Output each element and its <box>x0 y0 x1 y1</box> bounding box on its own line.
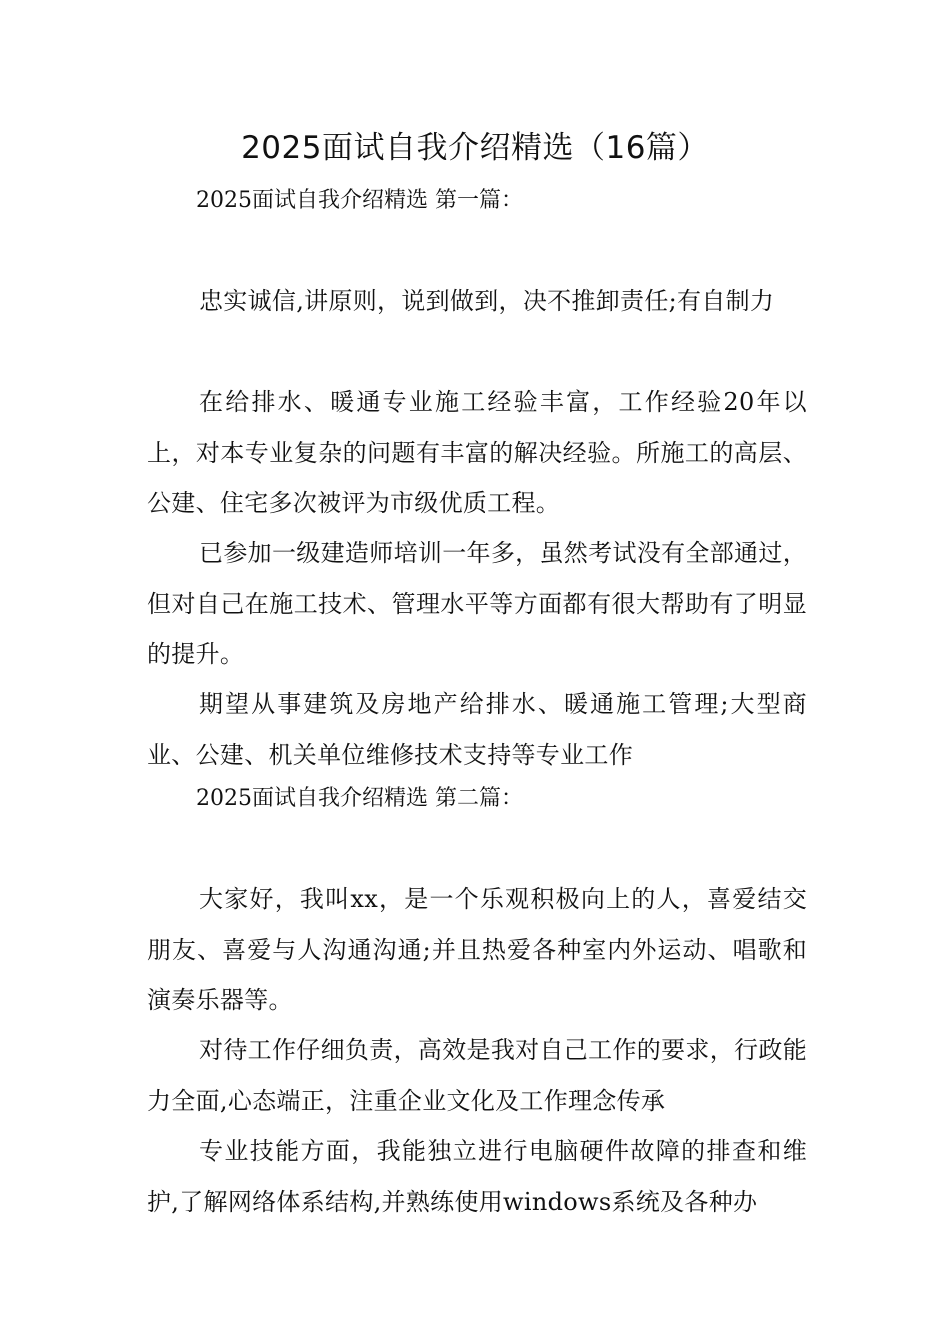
paragraph: 专业技能方面，我能独立进行电脑硬件故障的排查和维护,了解网络体系结构,并熟练使用windows系统及各种办 <box>147 1137 807 1216</box>
paragraph: 对待工作仔细负责，高效是我对自己工作的要求，行政能力全面,心态端正，注重企业文化及工作理念传承 <box>147 1036 807 1115</box>
paragraph: 大家好，我叫xx，是一个乐观积极向上的人，喜爱结交朋友、喜爱与人沟通沟通;并且热爱各种室内外运动、唱歌和演奏乐器等。 <box>147 885 807 1014</box>
section-heading-1: 2025面试自我介绍精选 第一篇： <box>196 188 523 213</box>
paragraph: 期望从事建筑及房地产给排水、暖通施工管理;大型商业、公建、机关单位维修技术支持等专业工作 <box>147 690 807 769</box>
document-title: 2025面试自我介绍精选（16篇） <box>241 130 709 166</box>
paragraph: 忠实诚信,讲原则，说到做到，决不推卸责任;有自制力 <box>199 287 775 315</box>
paragraph: 在给排水、暖通专业施工经验丰富，工作经验20年以上，对本专业复杂的问题有丰富的解决经验。所施工的高层、公建、住宅多次被评为市级优质工程。 <box>147 388 807 517</box>
section-heading-2: 2025面试自我介绍精选 第二篇： <box>196 786 523 811</box>
paragraph: 已参加一级建造师培训一年多，虽然考试没有全部通过，但对自己在施工技术、管理水平等方面都有很大帮助有了明显的提升。 <box>147 539 807 668</box>
